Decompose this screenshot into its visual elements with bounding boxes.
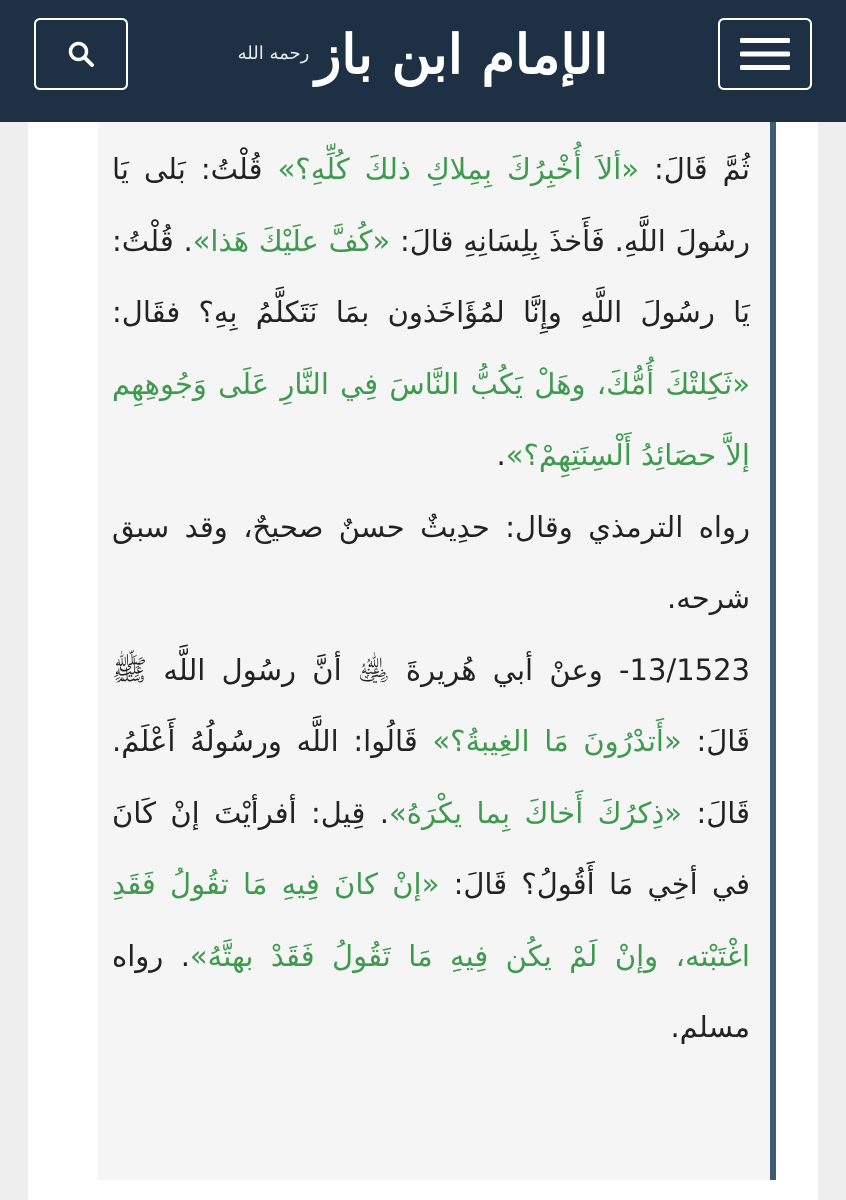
- hamburger-menu-icon: [740, 36, 790, 72]
- narration-text: 13/1523- وعنْ أبي هُريرةَ ﵁ أنَّ رسُول اللَّه ﷺ قَالَ:: [112, 652, 750, 758]
- hadith-article: [98, 122, 776, 1180]
- paragraph-hadith-1523: [112, 635, 750, 1064]
- logo-suffix: رحمه الله: [237, 43, 310, 64]
- narration-text: . رواه مسلم.: [112, 938, 750, 1044]
- narration-text: . قُلْتُ: يَا رسُولَ اللَّهِ وإِنَّا لمُؤَاخَذون بمَا نَتَكلَّمُ بِهِ؟ فقَال:: [112, 223, 750, 329]
- prophet-quote: «ثَكِلتْكَ أُمُّكَ، وهَلْ يَكُبُّ النَّاسَ فِي النَّارِ عَلَى وَجُوهِهِم إلاَّ حصَائِدُ أَلْسِنَتِهِمْ؟»: [112, 366, 750, 472]
- narration-text: ثُمَّ قَالَ:: [639, 152, 750, 186]
- menu-button[interactable]: [718, 18, 812, 90]
- narration-text: قَالُوا: اللَّه ورسُولُهُ أَعْلَمُ. قَالَ:: [112, 724, 750, 830]
- paragraph-hadith-1: [112, 134, 750, 492]
- prophet-quote: «كُفَّ علَيْكَ هَذا»: [192, 223, 391, 258]
- page-content: [28, 122, 818, 1200]
- prophet-quote: «ألاَ أُخْبِرُكَ بِمِلاكِ ذلكَ كُلِّهِ؟»: [277, 152, 639, 186]
- site-header: [0, 0, 846, 122]
- prophet-quote: «إنْ كانَ فِيهِ مَا تقُولُ فَقَدِ اغْتَبْته، وإنْ لَمْ يكُن فِيهِ مَا تَقُولُ فَقَدْ بهتَّهُ»: [112, 867, 750, 973]
- narration-text: .: [496, 438, 506, 472]
- logo-text: الإمام ابن باز: [315, 22, 609, 86]
- paragraph-source-note: رواه الترمذي وقال: حدِيثٌ حسنٌ صحيحٌ، وقد سبق شرحه.: [112, 509, 750, 615]
- narration-text: . قِيل: أفرأيْتَ إنْ كَانَ في أخِي مَا أَقُولُ؟ قَالَ:: [112, 795, 750, 901]
- narration-text: قُلْتُ: بَلى يَا رسُولَ اللَّهِ. فَأَخذَ بِلِسَانِهِ قالَ:: [112, 152, 750, 258]
- prophet-quote: «أَتدْرُونَ مَا الغِيبةُ؟»: [432, 724, 682, 758]
- prophet-quote: «ذِكرُكَ أَخاكَ بِما يكْرَهُ»: [389, 795, 683, 830]
